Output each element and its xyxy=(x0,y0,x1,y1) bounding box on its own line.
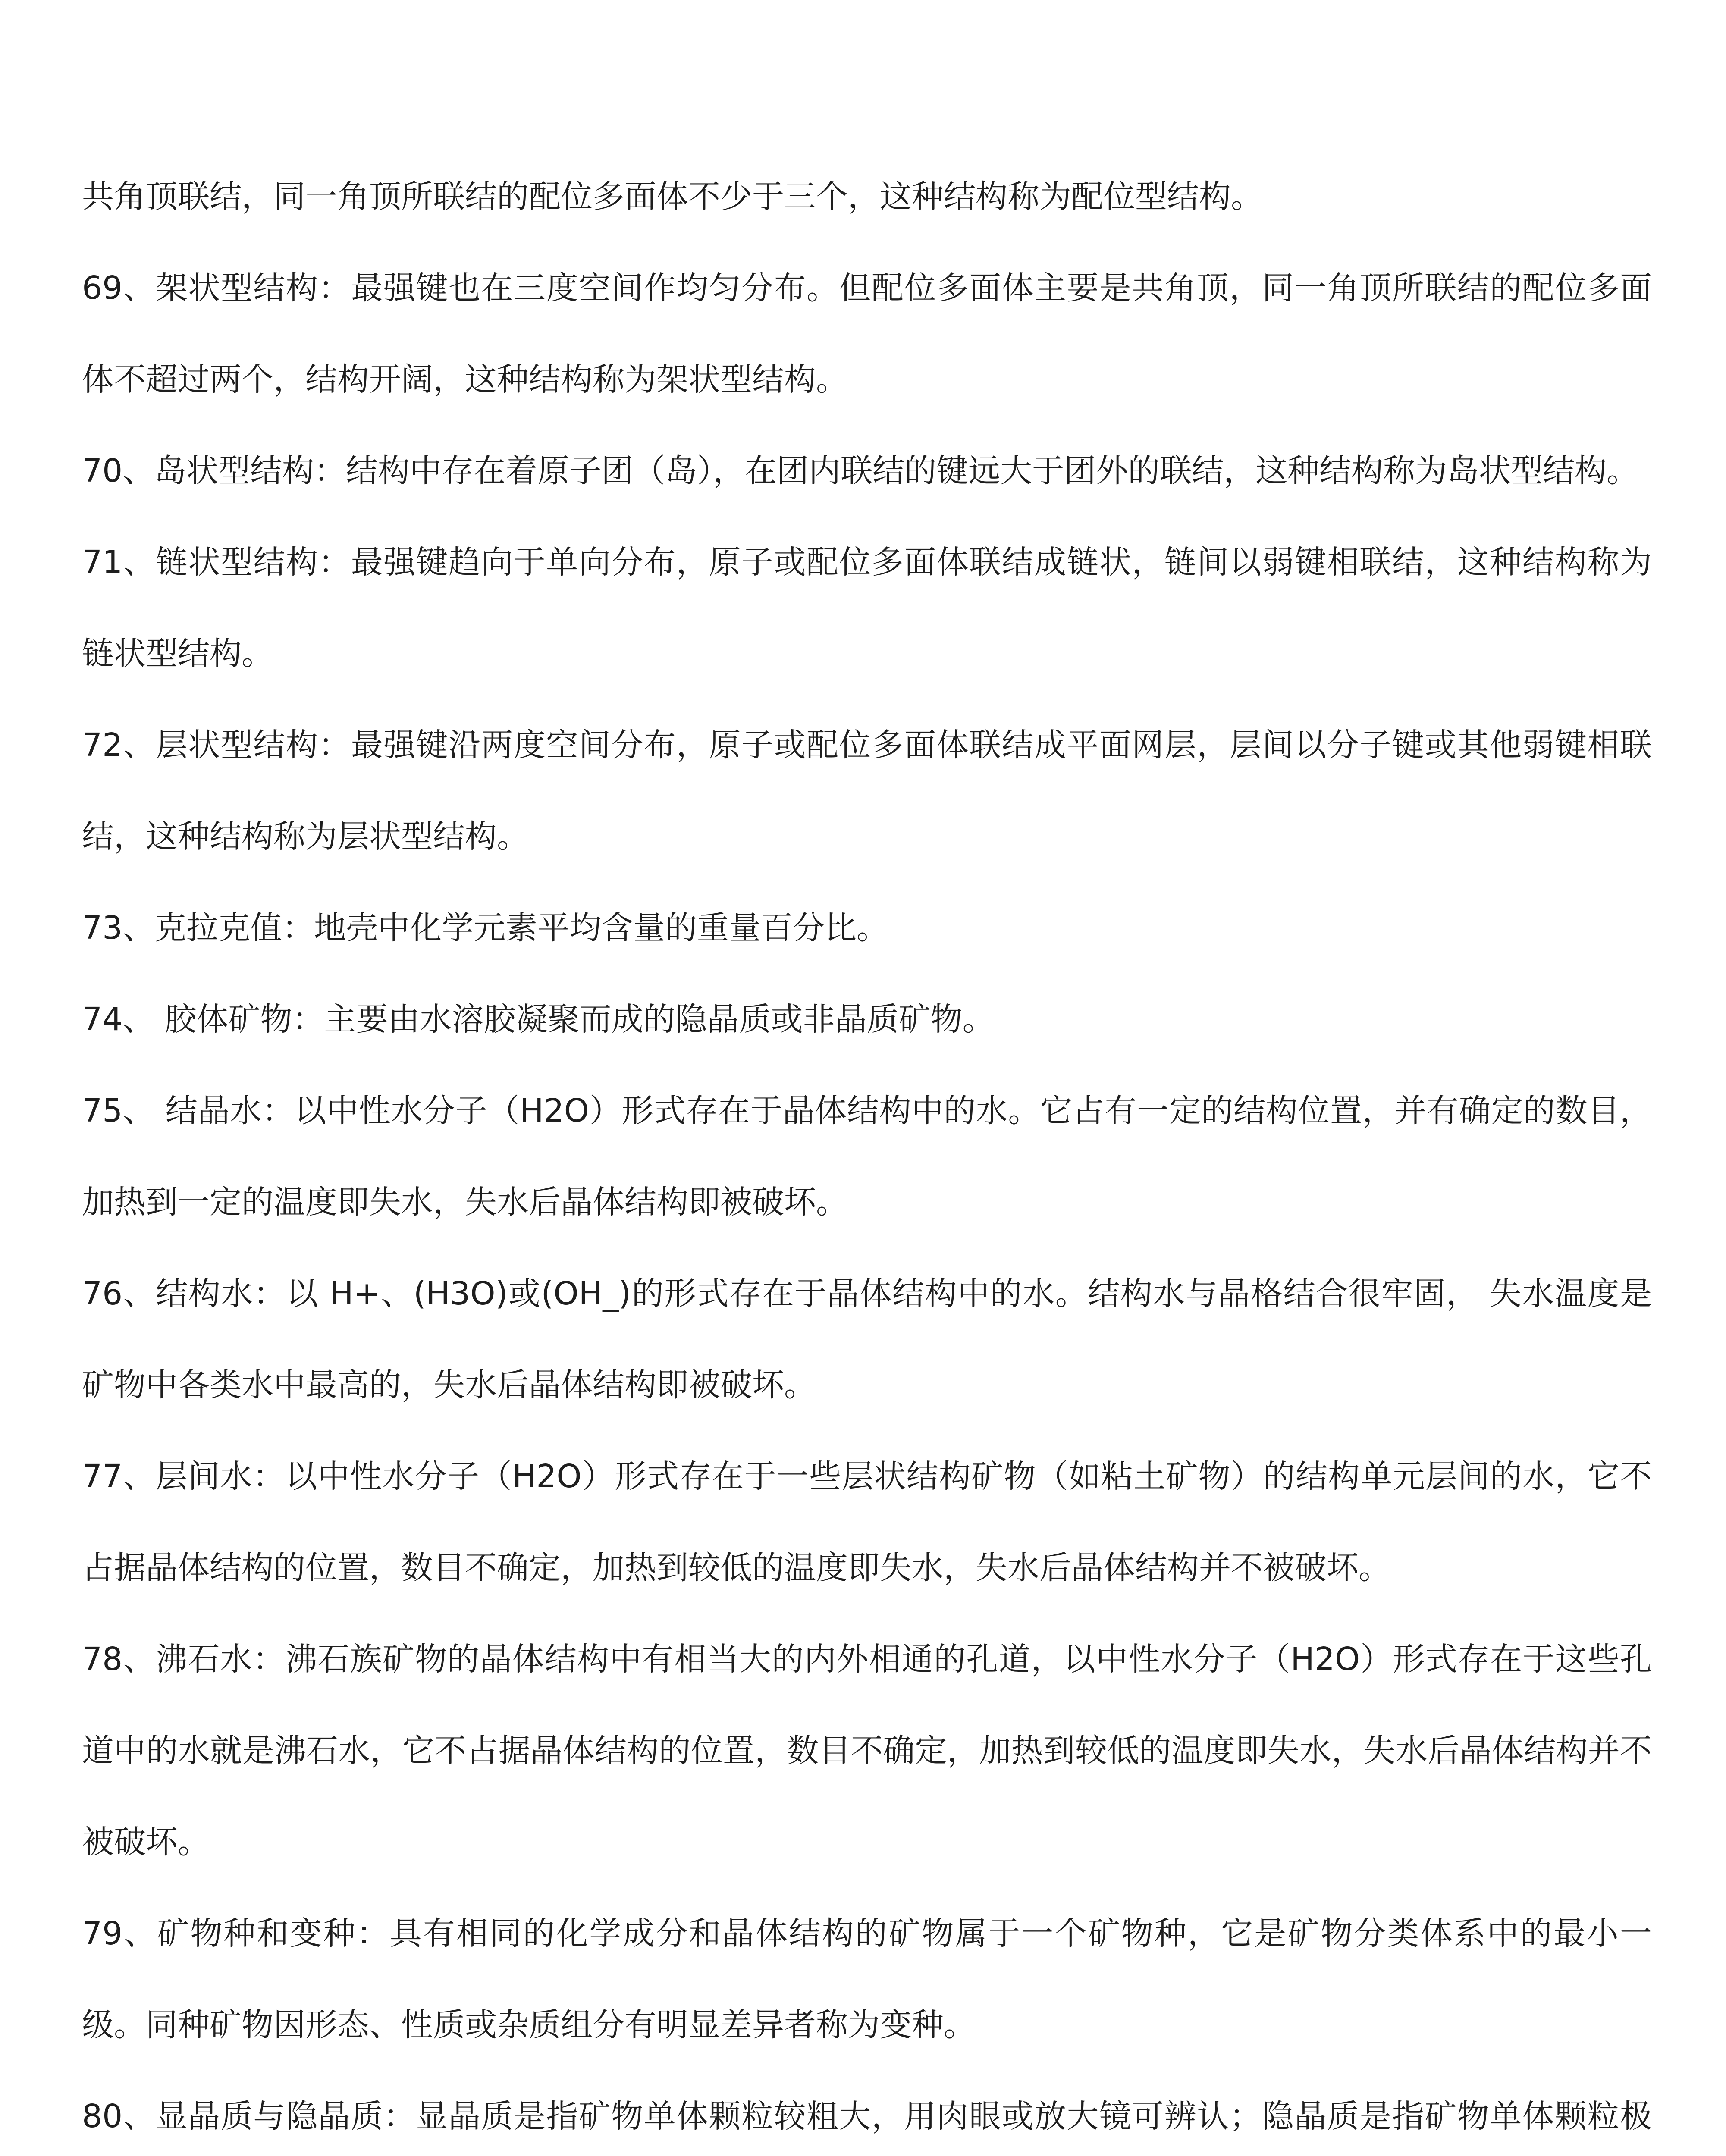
paragraph-71-chain-structure: 71、链状型结构：最强键趋向于单向分布，原子或配位多面体联结成链状，链间以弱键相联结，这种结构称为链状型结构。 xyxy=(82,544,1652,672)
paragraph-75-water-of-crystallization: 75、 结晶水：以中性水分子（H2O）形式存在于晶体结构中的水。它占有一定的结构位置，并有确定的数目，加热到一定的温度即失水，失水后晶体结构即被破坏。 xyxy=(82,1092,1652,1221)
paragraph-80-phanerocrystalline-cryptocrystalline: 80、显晶质与隐晶质：显晶质是指矿物单体颗粒较粗大，用肉眼或放大镜可辨认；隐晶质是指矿物单体颗粒极 xyxy=(82,2098,1652,2135)
paragraph-70-island-structure: 70、岛状型结构：结构中存在着原子团（岛），在团内联结的键远大于团外的联结，这种结构称为岛状型结构。 xyxy=(82,452,1639,489)
paragraph-69-framework-structure: 69、架状型结构：最强键也在三度空间作均匀分布。但配位多面体主要是共角顶，同一角顶所联结的配位多面体不超过两个，结构开阔，这种结构称为架状型结构。 xyxy=(82,270,1652,398)
paragraph-continuation: 共角顶联结，同一角顶所联结的配位多面体不少于三个，这种结构称为配位型结构。 xyxy=(82,178,1263,215)
paragraph-79-mineral-species-variety: 79、矿物种和变种：具有相同的化学成分和晶体结构的矿物属于一个矿物种，它是矿物分类体系中的最小一级。同种矿物因形态、性质或杂质组分有明显差异者称为变种。 xyxy=(82,1915,1652,2043)
paragraph-78-zeolite-water: 78、沸石水：沸石族矿物的晶体结构中有相当大的内外相通的孔道，以中性水分子（H2O）形式存在于这些孔道中的水就是沸石水，它不占据晶体结构的位置，数目不确定，加热到较低的温度即失水，失水后晶体结构并不被破坏。 xyxy=(82,1641,1652,1861)
paragraph-73-clarke-value: 73、克拉克值：地壳中化学元素平均含量的重量百分比。 xyxy=(82,909,889,946)
paragraph-74-colloidal-mineral: 74、 胶体矿物：主要由水溶胶凝聚而成的隐晶质或非晶质矿物。 xyxy=(82,1001,995,1038)
paragraph-77-interlayer-water: 77、层间水：以中性水分子（H2O）形式存在于一些层状结构矿物（如粘土矿物）的结构单元层间的水，它不占据晶体结构的位置，数目不确定，加热到较低的温度即失水，失水后晶体结构并不被破坏。 xyxy=(82,1458,1652,1586)
document-body xyxy=(82,151,1652,2156)
paragraph-76-structural-water: 76、结构水：以 H+、(H3O)或(OH_)的形式存在于晶体结构中的水。结构水与晶格结合很牢固， 失水温度是矿物中各类水中最高的，失水后晶体结构即被破坏。 xyxy=(82,1275,1652,1404)
paragraph-72-layer-structure: 72、层状型结构：最强键沿两度空间分布，原子或配位多面体联结成平面网层，层间以分子键或其他弱键相联结，这种结构称为层状型结构。 xyxy=(82,727,1652,855)
